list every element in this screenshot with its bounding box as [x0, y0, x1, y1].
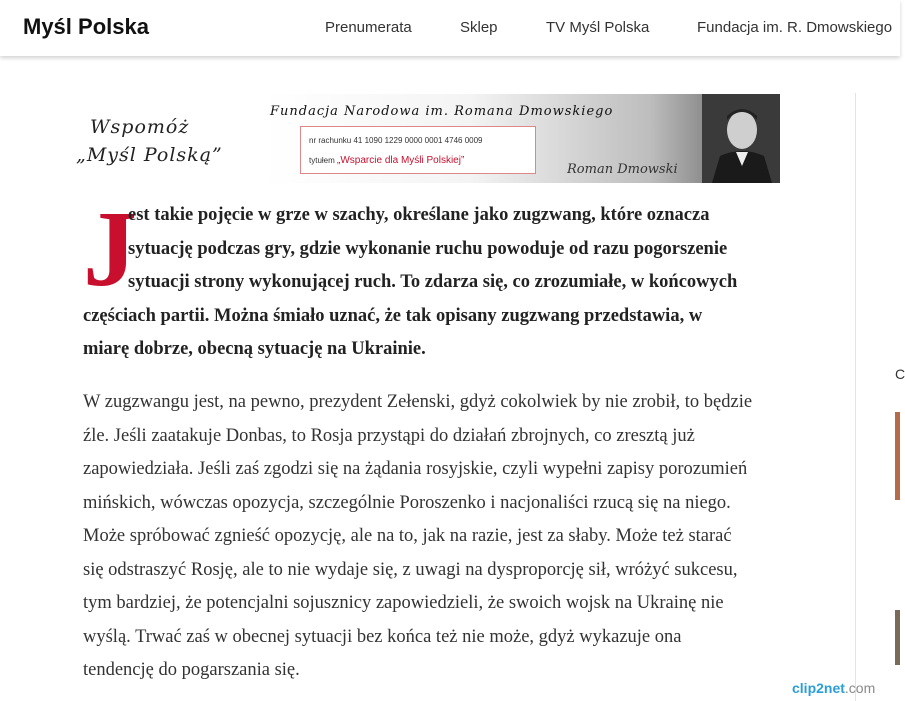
- sidebar-divider: [855, 93, 856, 701]
- account-number: nr rachunku 41 1090 1229 0000 0001 4746 0009: [309, 136, 483, 145]
- transfer-title: [309, 155, 464, 166]
- lead-line: sytuację podczas gry, gdzie wykonanie ruchu powoduje od razu pogorszenie: [128, 238, 728, 259]
- article-body: [83, 386, 823, 688]
- body-line: źle. Jeśli zaatakuje Donbas, to Rosja przystąpi do działań zbrojnych, co zresztą już: [83, 425, 695, 446]
- body-line: się odstraszyć Rosję, ale to nie wydaje się, z uwagi na dysproporcję sił, wróżyć sukcesu,: [83, 559, 738, 580]
- body-line: mińskich, wówczas opozycja, szczególnie Poroszenko i nacjonaliści rzucą się na niego.: [83, 492, 731, 513]
- lead-line: miarę dobrze, obecną sytuację na Ukrainie.: [83, 339, 426, 359]
- top-navigation-bar: [0, 0, 900, 56]
- portrait-image: [702, 94, 780, 183]
- body-line: wyślą. Trwać zaś w obecnej sytuacji bez końca też nie może, gdyż wykazuje ona: [83, 626, 682, 647]
- site-title[interactable]: Myśl Polska: [23, 14, 149, 39]
- sidebar-thumbnail[interactable]: [895, 412, 900, 500]
- transfer-title-prefix: tytułem: [309, 156, 335, 165]
- nav-link-tv[interactable]: TV Myśl Polska: [546, 19, 650, 36]
- body-line: zapowiedziała. Jeśli zaś zgodzi się na żądania rosyjskie, czyli wypełni zapisy porozumień: [83, 459, 748, 479]
- support-line: „Myśl Polską”: [76, 144, 223, 166]
- nav-link-fundacja[interactable]: Fundacja im. R. Dmowskiego: [697, 19, 893, 36]
- body-line: W zugzwangu jest, na pewno, prezydent Zełenski, gdyż cokolwiek by nie zrobił, to będzie: [83, 392, 753, 412]
- account-box: [300, 126, 536, 174]
- nav-link-prenumerata[interactable]: Prenumerata: [325, 19, 412, 36]
- lead-line: sytuacji strony wykonującej ruch. To zdarza się, co zrozumiałe, w końcowych: [128, 272, 738, 292]
- signature: Roman Dmowski: [567, 162, 678, 177]
- watermark-brand: clip2net: [792, 680, 845, 696]
- watermark: [792, 680, 875, 696]
- drop-cap: J: [83, 190, 137, 309]
- sidebar-heading-fragment: C: [895, 366, 905, 382]
- lead-line: częściach partii. Można śmiało uznać, że tak opisany zugzwang przedstawia, w: [83, 305, 703, 326]
- article-lead: [83, 190, 813, 367]
- nav-link-sklep[interactable]: Sklep: [460, 19, 498, 36]
- support-line: Wspomóż: [90, 116, 190, 138]
- body-line: tym bardziej, że potencjalni sojusznicy zapowiedzieli, że swoich wojsk na Ukrainę nie: [83, 593, 724, 613]
- transfer-title-value: „Wsparcie dla Myśli Polskiej”: [337, 155, 465, 166]
- foundation-name: Fundacja Narodowa im. Romana Dmowskiego: [270, 104, 614, 119]
- body-line: Może spróbować zgnieść opozycję, ale na to, jak na razie, jest za słaby. Może też starać: [83, 526, 732, 546]
- body-line: tendencję do pogarszania się.: [83, 660, 300, 680]
- donation-banner[interactable]: [262, 94, 780, 183]
- sidebar-thumbnail[interactable]: [895, 610, 900, 665]
- support-banner-text[interactable]: [76, 113, 223, 169]
- lead-line: est takie pojęcie w grze w szachy, określane jako zugzwang, które oznacza: [128, 205, 710, 225]
- watermark-suffix: .com: [844, 680, 876, 696]
